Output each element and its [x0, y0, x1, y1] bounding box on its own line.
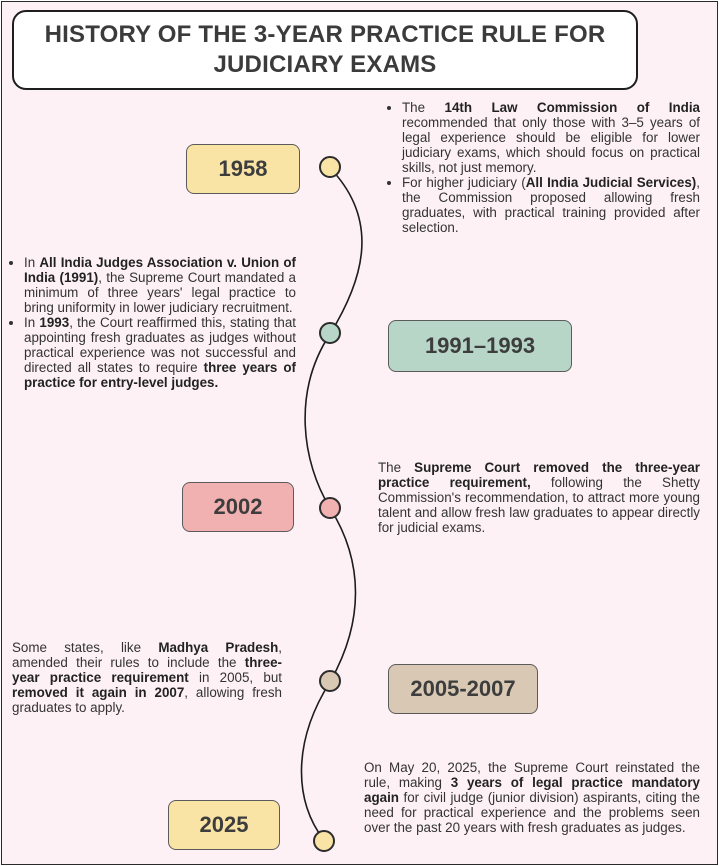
- bullet-item: • The 14th Law Commission of India recommended that only those with 3–5 years of legal experience should be eligible for lower judiciary exams, which should focus on practical skills, not just memory.: [402, 100, 700, 175]
- year-badge-1958: 1958: [186, 144, 300, 194]
- timeline-node-1958: [319, 156, 341, 178]
- bullet-list: [388, 100, 700, 235]
- year-badge-2005-2007: 2005-2007: [388, 664, 538, 714]
- page-title: HISTORY OF THE 3-YEAR PRACTICE RULE FOR JUDICIARY EXAMS: [44, 21, 606, 78]
- bold-phrase: 14th Law Commission of India: [444, 100, 700, 115]
- timeline-node-2002: [319, 497, 341, 519]
- event-text-1958: [388, 100, 700, 235]
- event-paragraph: The Supreme Court removed the three-year practice requirement, following the Shetty Commission's recommendation, to attract more young talent and allow fresh law graduates to appear directly for judicial exams.: [378, 460, 701, 535]
- bold-phrase: 1993: [39, 315, 70, 330]
- timeline-node-2005-2007: [319, 670, 341, 692]
- event-text-1991-1993: [10, 255, 296, 390]
- bullet-item: • For higher judiciary (All India Judicial Services), the Commission proposed allowing fresh graduates, with practical training provided after selection.: [402, 175, 700, 235]
- bullet-item: • In 1993, the Court reaffirmed this, stating that appointing fresh graduates as judges without practical experience was not successful and directed all states to require three years of practice for entry-level judges.: [24, 315, 296, 390]
- bold-phrase: removed it again in 2007: [12, 685, 185, 700]
- year-badge-2002: 2002: [182, 482, 294, 532]
- bold-phrase: All India Judges Association v. Union of India (1991): [24, 255, 296, 285]
- bold-phrase: three-year practice requirement: [12, 655, 282, 685]
- event-paragraph: On May 20, 2025, the Supreme Court reinstated the rule, making 3 years of legal practice mandatory again for civil judge (junior division) aspirants, citing the need for practical experience and the problems seen over the past 20 years with fresh graduates as judges.: [364, 760, 700, 835]
- bold-phrase: 3 years of legal practice mandatory again: [364, 775, 700, 805]
- bullet-list: [10, 255, 296, 390]
- bold-phrase: Madhya Pradesh: [158, 640, 279, 655]
- bullet-item: • In All India Judges Association v. Union of India (1991), the Supreme Court mandated a minimum of three years' legal practice to bring uniformity in lower judiciary recruitment.: [24, 255, 296, 315]
- event-paragraph: Some states, like Madhya Pradesh, amended their rules to include the three-year practice requirement in 2005, but removed it again in 2007, allowing fresh graduates to apply.: [12, 640, 283, 715]
- timeline-node-1991-1993: [319, 322, 341, 344]
- timeline-node-2025: [313, 830, 335, 852]
- bold-phrase: three years of practice for entry-level judges.: [24, 360, 296, 390]
- year-badge-1991-1993: 1991–1993: [388, 320, 572, 372]
- infographic: [1, 1, 718, 865]
- event-text-2005-2007: [12, 640, 282, 715]
- bold-phrase: Supreme Court removed the three-year practice requirement,: [378, 460, 701, 490]
- year-badge-2025: 2025: [168, 800, 280, 850]
- event-text-2002: [378, 460, 700, 535]
- bold-phrase: All India Judicial Services): [525, 175, 697, 190]
- event-text-2025: [364, 760, 700, 835]
